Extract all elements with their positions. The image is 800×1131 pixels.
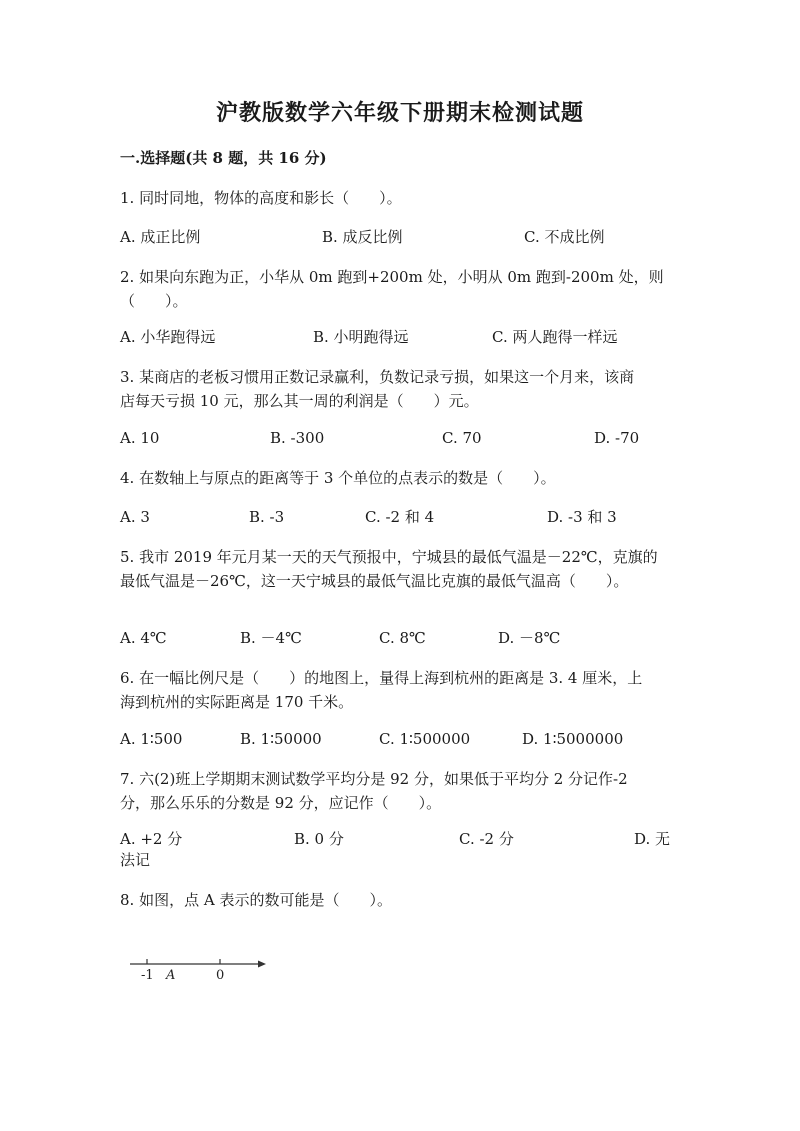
- q3-option-c[interactable]: C. 70: [442, 429, 482, 447]
- question-4-options: [0, 505, 800, 529]
- question-6-options: [0, 727, 800, 751]
- question-4: 4. 在数轴上与原点的距离等于 3 个单位的点表示的数是（ ）。: [120, 469, 556, 487]
- q7-option-d-continued: 法记: [120, 851, 151, 869]
- question-5-line-2: 最低气温是－26℃，这一天宁城县的最低气温比克旗的最低气温高（ ）。: [120, 572, 629, 590]
- q4-option-c[interactable]: C. -2 和 4: [365, 508, 435, 526]
- label-zero: 0: [216, 968, 225, 983]
- q2-option-b[interactable]: B. 小明跑得远: [313, 328, 409, 346]
- question-1-options: [0, 225, 800, 249]
- q7-option-a[interactable]: A. +2 分: [120, 830, 183, 848]
- q1-option-c[interactable]: C. 不成比例: [524, 228, 605, 246]
- question-5-line-1: 5. 我市 2019 年元月某一天的天气预报中，宁城县的最低气温是－22℃，克旗的: [120, 548, 658, 566]
- page-title: 沪教版数学六年级下册期末检测试题: [215, 100, 584, 126]
- question-7-options-wrap: [0, 848, 800, 872]
- q3-option-b[interactable]: B. -300: [270, 429, 325, 447]
- q7-option-c[interactable]: C. -2 分: [459, 830, 514, 848]
- q3-option-a[interactable]: A. 10: [120, 429, 160, 447]
- q1-option-a[interactable]: A. 成正比例: [120, 228, 201, 246]
- question-3: [120, 365, 680, 413]
- question-6-line-2: 海到杭州的实际距离是 170 千米。: [120, 693, 354, 711]
- q5-option-d[interactable]: D. －8℃: [498, 629, 561, 647]
- q5-option-b[interactable]: B. －4℃: [240, 629, 302, 647]
- question-2-line-2: （ ）。: [120, 292, 188, 310]
- question-3-line-1: 3. 某商店的老板习惯用正数记录赢利，负数记录亏损，如果这一个月来，该商: [120, 368, 635, 386]
- question-7: [120, 767, 680, 815]
- number-line-figure: [120, 948, 270, 988]
- q5-option-a[interactable]: A. 4℃: [120, 629, 167, 647]
- q1-option-b[interactable]: B. 成反比例: [322, 228, 403, 246]
- question-2-options: [0, 325, 800, 349]
- question-7-line-2: 分，那么乐乐的分数是 92 分，应记作（ ）。: [120, 794, 442, 812]
- q4-option-b[interactable]: B. -3: [249, 508, 285, 526]
- q7-option-b[interactable]: B. 0 分: [294, 830, 344, 848]
- question-2: [120, 265, 680, 313]
- question-3-line-2: 店每天亏损 10 元，那么其一周的利润是（ ）元。: [120, 392, 479, 410]
- q2-option-c[interactable]: C. 两人跑得一样远: [492, 328, 618, 346]
- q6-option-d[interactable]: D. 1∶5000000: [522, 730, 624, 748]
- q7-option-d[interactable]: D. 无: [634, 830, 671, 848]
- question-3-options: [0, 426, 800, 450]
- q2-option-a[interactable]: A. 小华跑得远: [120, 328, 216, 346]
- q6-option-a[interactable]: A. 1∶500: [120, 730, 183, 748]
- question-2-line-1: 2. 如果向东跑为正，小华从 0m 跑到+200m 处，小明从 0m 跑到-200m 处，则: [120, 268, 664, 286]
- question-6-line-1: 6. 在一幅比例尺是（ ）的地图上，量得上海到杭州的距离是 3. 4 厘米，上: [120, 669, 643, 687]
- section-heading: 一.选择题(共 8 题，共 16 分): [120, 149, 327, 167]
- question-5: [120, 545, 680, 593]
- q5-option-c[interactable]: C. 8℃: [379, 629, 426, 647]
- label-neg1: -1: [141, 968, 154, 983]
- question-7-line-1: 7. 六(2)班上学期期末测试数学平均分是 92 分，如果低于平均分 2 分记作-2: [120, 770, 628, 788]
- question-8: 8. 如图，点 A 表示的数可能是（ ）。: [120, 891, 392, 909]
- q4-option-a[interactable]: A. 3: [120, 508, 150, 526]
- number-line-arrow-icon: [258, 961, 266, 968]
- question-1: 1. 同时同地，物体的高度和影长（ ）。: [120, 189, 402, 207]
- question-6: [120, 666, 680, 714]
- q6-option-b[interactable]: B. 1∶50000: [240, 730, 322, 748]
- question-5-options: [0, 626, 800, 650]
- q6-option-c[interactable]: C. 1∶500000: [379, 730, 471, 748]
- q3-option-d[interactable]: D. -70: [594, 429, 640, 447]
- q4-option-d[interactable]: D. -3 和 3: [547, 508, 617, 526]
- label-point-a: A: [166, 968, 176, 983]
